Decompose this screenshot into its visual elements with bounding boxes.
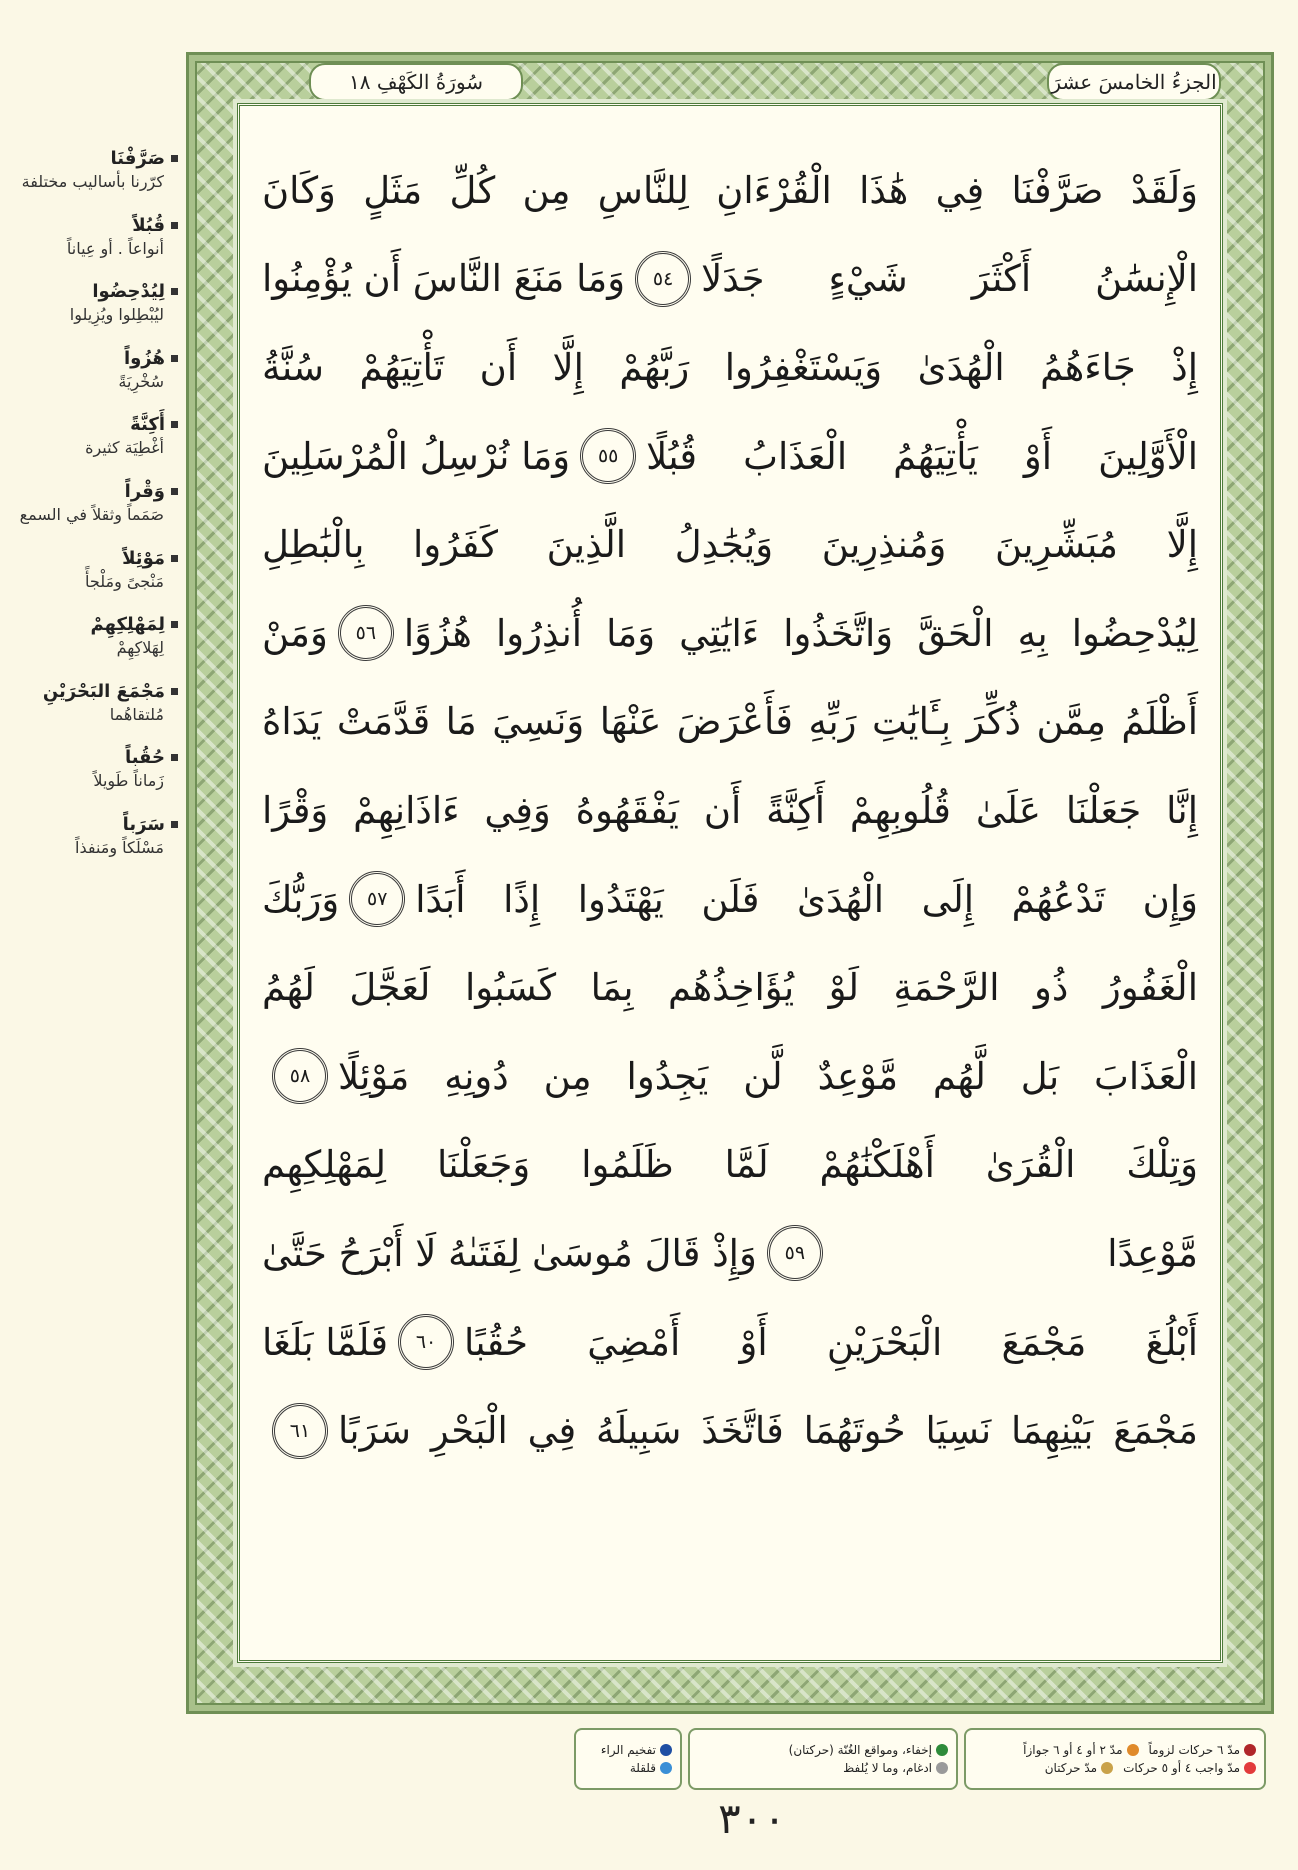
verse-line — [258, 500, 1202, 589]
legend-item — [1149, 1743, 1257, 1757]
legend-item — [1023, 1743, 1138, 1757]
glossary-definition: كرّرنا بأساليب مختلفة — [21, 172, 164, 191]
text-panel — [237, 103, 1223, 1663]
verse-text: مَّوْعِدًا — [1107, 1231, 1198, 1275]
ayah-number-marker: ٦٠ — [398, 1314, 454, 1370]
glossary-item — [10, 414, 178, 461]
ayah-number-marker: ٦١ — [272, 1403, 328, 1459]
verse-text: إِنَّا جَعَلْنَا عَلَىٰ قُلُوبِهِمْ أَكِنَّةً أَن يَفْقَهُوهُ وَفِي ءَاذَانِهِمْ وَقْرًا — [262, 788, 1198, 832]
glossary-word: مَوْئِلاً — [10, 548, 178, 569]
verse-lines — [258, 146, 1202, 1475]
glossary-word: وَقْراً — [10, 481, 178, 502]
legend-label: إخفاء، ومواقع الغُنّة (حركتان) — [788, 1743, 932, 1757]
verse-line — [258, 146, 1202, 235]
verse-line — [258, 235, 1202, 324]
glossary-word: حُقُباً — [10, 747, 178, 768]
legend-item — [789, 1743, 948, 1757]
verse-line — [258, 1298, 1202, 1387]
legend-label: تفخيم الراء — [600, 1743, 656, 1757]
color-dot-icon — [936, 1744, 948, 1756]
glossary-definition: مُلتقاهُما — [109, 704, 164, 724]
legend-item — [630, 1761, 672, 1775]
legend-label: قلقلة — [629, 1761, 656, 1775]
legend-row — [974, 1761, 1256, 1775]
legend-label: مدّ ٦ حركات لزوماً — [1148, 1743, 1240, 1757]
legend-row — [698, 1761, 948, 1775]
glossary-item — [10, 481, 178, 528]
glossary-definition: ليُبْطِلوا ويُزِيلوا — [69, 305, 164, 325]
glossary-word: أَكِنَّةً — [10, 414, 178, 435]
glossary-definition: سُخْرِيَةً — [118, 371, 164, 391]
glossary-definition: صَمَماً وثقلاً في السمع — [19, 504, 164, 524]
glossary-word: سَرَباً — [10, 814, 178, 835]
page-number: ٣٠٠ — [718, 1794, 786, 1843]
verse-text: وَتِلْكَ الْقُرَىٰ أَهْلَكْنَٰهُمْ لَمَّا ظَلَمُوا وَجَعَلْنَا لِمَهْلِكِهِم — [262, 1143, 1198, 1187]
verse-text-continued: وَمَا مَنَعَ النَّاسَ أَن يُؤْمِنُوا — [262, 257, 626, 301]
verse-text: الْأَوَّلِينَ أَوْ يَأْتِيَهُمُ الْعَذَابُ قُبُلًا — [646, 434, 1198, 478]
legend-item — [1045, 1761, 1113, 1775]
verse-text: إِذْ جَاءَهُمُ الْهُدَىٰ وَيَسْتَغْفِرُوا رَبَّهُمْ إِلَّا أَن تَأْتِيَهُمْ سُنَّةُ — [262, 345, 1198, 389]
glossary-column — [10, 148, 178, 881]
verse-text-continued: وَرَبُّكَ — [262, 877, 340, 921]
legend-row — [584, 1761, 672, 1775]
glossary-item — [10, 281, 178, 328]
color-dot-icon — [1244, 1744, 1256, 1756]
verse-text: أَبْلُغَ مَجْمَعَ الْبَحْرَيْنِ أَوْ أَمْضِيَ حُقُبًا — [464, 1320, 1198, 1364]
verse-text: الْإِنسَٰنُ أَكْثَرَ شَيْءٍ جَدَلًا — [701, 257, 1198, 301]
verse-line — [258, 323, 1202, 412]
glossary-item — [10, 614, 178, 661]
legend-item — [1123, 1761, 1256, 1775]
verse-line — [258, 855, 1202, 944]
verse-text: الْعَذَابَ بَل لَّهُم مَّوْعِدٌ لَّن يَجِدُوا مِن دُونِهِ مَوْئِلًا — [338, 1054, 1198, 1098]
verse-line — [258, 1209, 1202, 1298]
color-dot-icon — [1127, 1744, 1139, 1756]
verse-text: أَظْلَمُ مِمَّن ذُكِّرَ بِـَٔايَٰتِ رَبِّهِ فَأَعْرَضَ عَنْهَا وَنَسِيَ مَا قَدَّمَتْ يَدَاهُ — [262, 700, 1198, 744]
glossary-word: قُبُلاً — [10, 215, 178, 236]
verse-text-continued: وَمَا نُرْسِلُ الْمُرْسَلِينَ — [262, 434, 571, 478]
ayah-number-marker: ٥٤ — [635, 251, 691, 307]
verse-text-continued: وَإِذْ قَالَ مُوسَىٰ لِفَتَىٰهُ لَا أَبْرَحُ حَتَّىٰ — [262, 1231, 757, 1275]
legend-label: مدّ حركتان — [1044, 1761, 1098, 1775]
glossary-item — [10, 548, 178, 595]
verse-text: لِيُدْحِضُوا بِهِ الْحَقَّ وَاتَّخَذُوا ءَايَٰتِي وَمَا أُنذِرُوا هُزُوًا — [403, 611, 1198, 655]
ayah-number-marker: ٥٦ — [338, 605, 394, 661]
glossary-word: صَرَّفْنَا — [10, 148, 178, 169]
verse-line — [258, 766, 1202, 855]
legend-item — [843, 1761, 948, 1775]
verse-text-continued: فَلَمَّا بَلَغَا — [262, 1320, 389, 1364]
tajweed-legend — [394, 1728, 1266, 1790]
ayah-number-marker: ٥٩ — [767, 1225, 823, 1281]
verse-text: مَجْمَعَ بَيْنِهِمَا نَسِيَا حُوتَهُمَا فَاتَّخَذَ سَبِيلَهُ فِي الْبَحْرِ سَرَبًا — [338, 1409, 1198, 1453]
verse-line — [258, 412, 1202, 501]
verse-line — [258, 1386, 1202, 1475]
color-dot-icon — [660, 1762, 672, 1774]
ayah-number-marker: ٥٨ — [272, 1048, 328, 1104]
verse-line — [258, 1032, 1202, 1121]
legend-row — [698, 1743, 948, 1757]
glossary-definition: أغْطِيَة كثيرة — [85, 438, 164, 458]
glossary-item — [10, 681, 178, 728]
ayah-number-marker: ٥٥ — [580, 428, 636, 484]
glossary-word: هُزُواً — [10, 348, 178, 369]
glossary-word: لِيُدْحِضُوا — [10, 281, 178, 302]
glossary-item — [10, 814, 178, 861]
verse-line — [258, 943, 1202, 1032]
legend-label: ادغام، وما لا يُلفظ — [843, 1761, 932, 1775]
glossary-definition: مَنْجىً ومَلْجأً — [85, 571, 164, 591]
color-dot-icon — [660, 1744, 672, 1756]
color-dot-icon — [1244, 1762, 1256, 1774]
glossary-item — [10, 348, 178, 395]
surah-title: سُورَةُ الكَهْفِ ١٨ — [309, 63, 523, 101]
legend-row — [974, 1743, 1256, 1757]
verse-line — [258, 1121, 1202, 1210]
legend-item — [601, 1743, 672, 1757]
glossary-word: لِمَهْلِكِهِمْ — [10, 614, 178, 635]
glossary-word: مَجْمَعَ البَحْرَيْنِ — [10, 681, 178, 702]
legend-box-madd — [964, 1728, 1266, 1790]
legend-row — [584, 1743, 672, 1757]
legend-box-ra — [574, 1728, 682, 1790]
legend-label: مدّ واجب ٤ أو ٥ حركات — [1123, 1761, 1240, 1775]
legend-label: مدّ ٢ أو ٤ أو ٦ جوازاً — [1023, 1743, 1123, 1757]
verse-text-continued: وَمَنْ — [262, 611, 328, 655]
glossary-item — [10, 148, 178, 195]
glossary-definition: لِهَلاكِهِمْ — [116, 638, 164, 658]
glossary-item — [10, 215, 178, 262]
verse-text: الْغَفُورُ ذُو الرَّحْمَةِ لَوْ يُؤَاخِذُهُم بِمَا كَسَبُوا لَعَجَّلَ لَهُمُ — [262, 966, 1198, 1010]
glossary-item — [10, 747, 178, 794]
glossary-definition: زَماناً طَويلاً — [93, 771, 164, 791]
color-dot-icon — [936, 1762, 948, 1774]
juz-title: الجزءُ الخامسَ عشرَ — [1047, 63, 1221, 101]
verse-text: وَإِن تَدْعُهُمْ إِلَى الْهُدَىٰ فَلَن يَهْتَدُوا إِذًا أَبَدًا — [415, 877, 1198, 921]
glossary-definition: أنواعاً . أو عِياناً — [66, 238, 164, 258]
verse-text: وَلَقَدْ صَرَّفْنَا فِي هَٰذَا الْقُرْءَانِ لِلنَّاسِ مِن كُلِّ مَثَلٍ وَكَانَ — [262, 168, 1198, 212]
legend-box-ghunna — [688, 1728, 958, 1790]
verse-line — [258, 589, 1202, 678]
glossary-definition: مَسْلَكاً ومَنفذاً — [75, 837, 164, 857]
verse-line — [258, 678, 1202, 767]
color-dot-icon — [1101, 1762, 1113, 1774]
ayah-number-marker: ٥٧ — [349, 871, 405, 927]
page-frame — [186, 52, 1274, 1714]
verse-text: إِلَّا مُبَشِّرِينَ وَمُنذِرِينَ وَيُجَٰدِلُ الَّذِينَ كَفَرُوا بِالْبَٰطِلِ — [262, 523, 1198, 567]
